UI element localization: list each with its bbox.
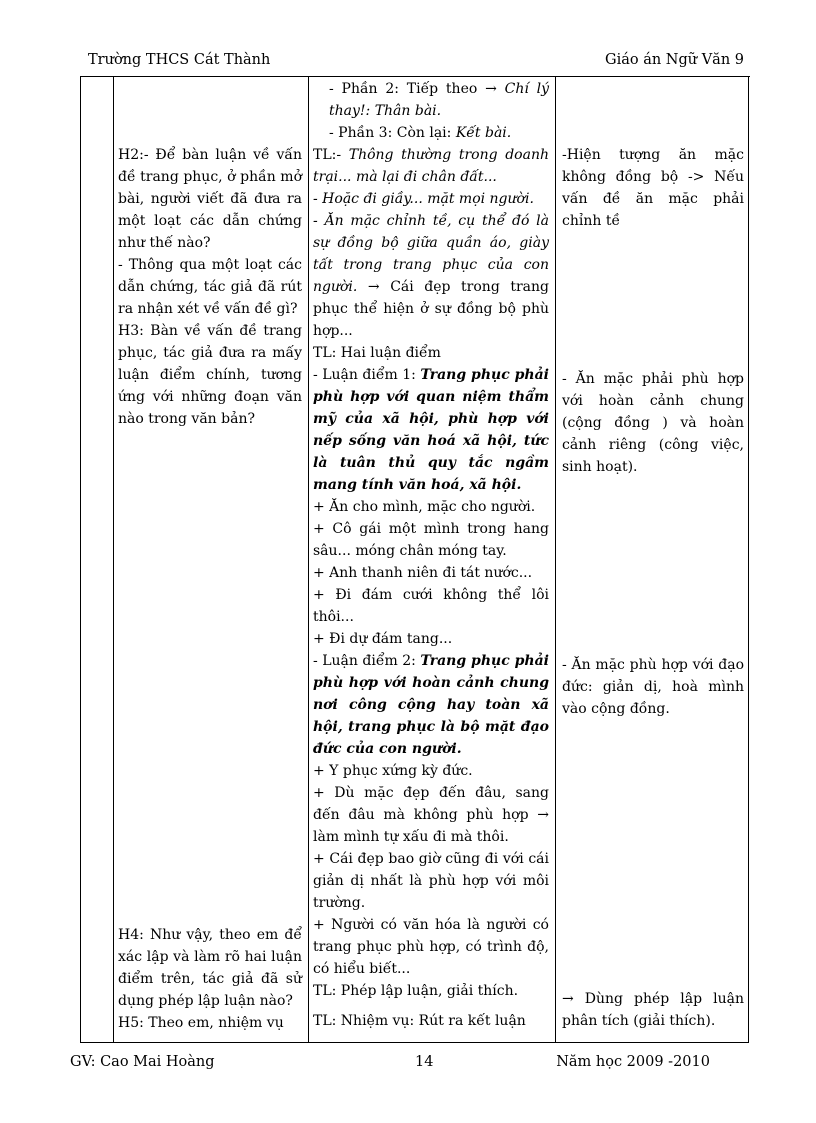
school-name: Trường THCS Cát Thành bbox=[88, 52, 271, 68]
answer-tl4 bbox=[313, 1010, 549, 1032]
teacher-name: GV: Cao Mai Hoàng bbox=[70, 1054, 215, 1070]
note-1-text: -Hiện tượng ăn mặc không đồng bộ -> Nếu vấn đề ăn mặc phải chỉnh tề bbox=[562, 147, 744, 229]
luan-diem-1-bold: Trang phục phải phù hợp với quan niệm thẩm mỹ của xã hội, phù hợp với nếp sống văn hoá xã hội, tức là tuân thủ quy tắc ngầm mang tính văn hoá, xã hội. bbox=[313, 367, 549, 493]
part3-italic: Kết bài. bbox=[455, 125, 512, 141]
school-year: Năm học 2009 -2010 bbox=[556, 1054, 710, 1070]
question-h4 bbox=[118, 924, 302, 1034]
column-divider-1 bbox=[113, 76, 114, 1042]
ld1-item: + Cô gái một mình trong hang sâu... móng chân móng tay. bbox=[313, 521, 549, 559]
note-3 bbox=[562, 654, 744, 720]
tl1-b: - Hoặc đi giầy... mặt mọi người. bbox=[313, 191, 534, 207]
note-3-text: - Ăn mặc phù hợp với đạo đức: giản dị, hoà mình vào cộng đồng. bbox=[562, 657, 744, 717]
ld1-item: + Ăn cho mình, mặc cho người. bbox=[313, 499, 536, 515]
tl1-line: TL:- Thông thường trong doanh trại... mà lại đi chân đất... bbox=[313, 147, 549, 185]
question-h2-text: H2:- Để bàn luận về vấn đề trang phục, ở phần mở bài, người viết đã đưa ra một loạt các dẫn chứng như thế nào? bbox=[118, 147, 302, 251]
ld2-item: + Cái đẹp bao giờ cũng đi với cái giản dị nhất là phù hợp với môi trường. bbox=[313, 851, 549, 911]
tl4-line: TL: Nhiệm vụ: Rút ra kết luận bbox=[313, 1013, 526, 1029]
luan-diem-2-bold: Trang phục phải phù hợp với hoàn cảnh chung nơi công cộng hay toàn xã hội, trang phục là bộ mặt đạo đức của con người. bbox=[313, 653, 549, 757]
note-4-text: → Dùng phép lập luận phân tích (giải thích). bbox=[562, 991, 744, 1029]
ld2-item: + Y phục xứng kỳ đức. bbox=[313, 763, 473, 779]
ld1-item: + Đi đám cưới không thể lôi thôi... bbox=[313, 587, 549, 625]
question-h3: H3: Bàn về vấn đề trang phục, tác giả đưa ra mấy luận điểm chính, tương ứng với những đoạn văn nào trong văn bản? bbox=[118, 323, 302, 427]
note-2-text: - Ăn mặc phải phù hợp với hoàn cảnh chung (cộng đồng ) và hoàn cảnh riêng (công việc, sinh hoạt). bbox=[562, 371, 744, 475]
tl3-line: TL: Phép lập luận, giải thích. bbox=[313, 983, 519, 999]
tl1-italic: Thông thường trong doanh trại... mà lại đi chân đất... bbox=[313, 147, 549, 185]
ld2-item: + Người có văn hóa là người có trang phục phù hợp, có trình độ, có hiểu biết... bbox=[313, 917, 549, 977]
question-h2 bbox=[118, 144, 302, 430]
column-divider-2 bbox=[308, 76, 309, 1042]
ld1-item: + Anh thanh niên đi tát nước... bbox=[313, 565, 533, 581]
page-number: 14 bbox=[415, 1054, 434, 1070]
note-4 bbox=[562, 988, 744, 1032]
ld2-item: + Dù mặc đẹp đến đâu, sang đến đâu mà không phù hợp → làm mình tự xấu đi mà thôi. bbox=[313, 785, 549, 845]
note-2 bbox=[562, 368, 744, 478]
luan-diem-1: - Luận điểm 1: Trang phục phải phù hợp với quan niệm thẩm mỹ của xã hội, phù hợp với nếp sống văn hoá xã hội, tức là tuân thủ quy tắc ngầm mang tính văn hoá, xã hội. bbox=[313, 367, 549, 493]
part3-line: - Phần 3: Còn lại: Kết bài. bbox=[329, 125, 512, 141]
subject-title: Giáo án Ngữ Văn 9 bbox=[604, 52, 744, 68]
luan-diem-2: - Luận điểm 2: Trang phục phải phù hợp với hoàn cảnh chung nơi công cộng hay toàn xã hội, trang phục là bộ mặt đạo đức của con người. bbox=[313, 653, 549, 757]
question-h4-text: H4: Như vậy, theo em để xác lập và làm rõ hai luận điểm trên, tác giả đã sử dụng phép lập luận nào? bbox=[118, 927, 302, 1009]
question-h2-sub: - Thông qua một loạt các dẫn chứng, tác giả đã rút ra nhận xét về vấn đề gì? bbox=[118, 257, 302, 317]
note-1 bbox=[562, 144, 744, 232]
ld1-item: + Đi dự đám tang... bbox=[313, 631, 453, 647]
answers-column bbox=[313, 78, 549, 1002]
question-h5: H5: Theo em, nhiệm vụ bbox=[118, 1015, 284, 1031]
column-divider-3 bbox=[555, 76, 556, 1042]
page-header bbox=[88, 52, 744, 74]
part2-italic: Chí lý thay!: Thân bài. bbox=[329, 81, 549, 119]
tl1-c: - Ăn mặc chỉnh tề, cụ thể đó là sự đồng bộ giữa quần áo, giày tất trong trang phục của con người. → Cái đẹp trong trang phục thể hiện ở sự đồng bộ phù hợp... bbox=[313, 213, 549, 339]
part2-line: - Phần 2: Tiếp theo → Chí lý thay!: Thân bài. bbox=[329, 81, 549, 119]
page-footer bbox=[70, 1054, 710, 1076]
tl2-line: TL: Hai luận điểm bbox=[313, 345, 441, 361]
lesson-table bbox=[80, 76, 749, 1043]
